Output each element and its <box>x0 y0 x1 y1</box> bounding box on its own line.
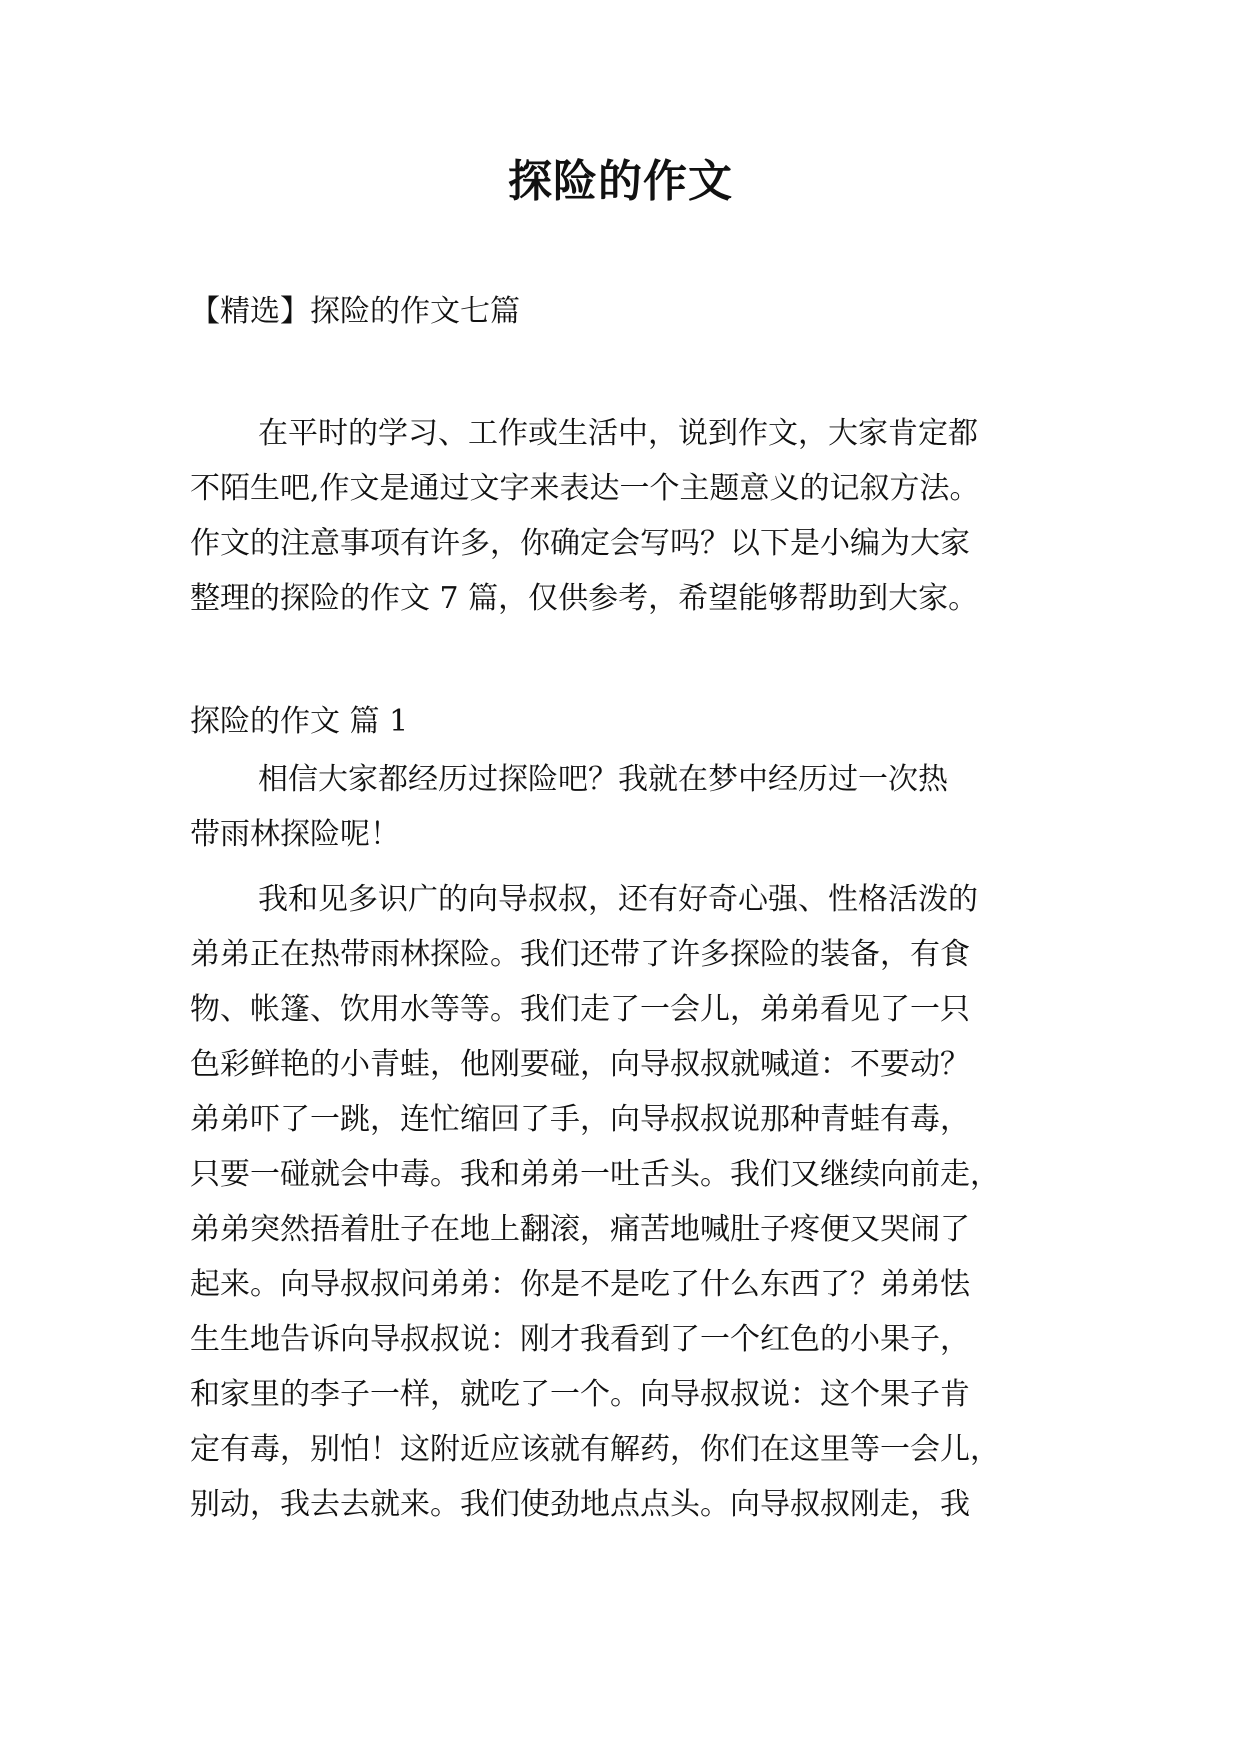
paragraph-line: 起来。向导叔叔问弟弟：你是不是吃了什么东西了？弟弟怯 <box>190 1267 970 1302</box>
paragraph-line: 我和见多识广的向导叔叔，还有好奇心强、性格活泼的 <box>258 882 978 917</box>
paragraph-line: 整理的探险的作文 7 篇，仅供参考，希望能够帮助到大家。 <box>190 581 979 616</box>
document-title: 探险的作文 <box>508 156 733 207</box>
paragraph-line: 定有毒，别怕！这附近应该就有解药，你们在这里等一会儿， <box>190 1432 1000 1467</box>
paragraph-line: 只要一碰就会中毒。我和弟弟一吐舌头。我们又继续向前走， <box>190 1157 1000 1192</box>
paragraph-line: 带雨林探险呢！ <box>190 817 400 852</box>
intro-paragraph <box>190 406 1070 626</box>
document-subtitle: 【精选】探险的作文七篇 <box>190 294 520 329</box>
paragraph-line: 别动，我去去就来。我们使劲地点点头。向导叔叔刚走，我 <box>190 1487 970 1522</box>
paragraph-line: 弟弟正在热带雨林探险。我们还带了许多探险的装备，有食 <box>190 937 970 972</box>
story-paragraph-1 <box>190 752 1070 862</box>
paragraph-line: 作文的注意事项有许多，你确定会写吗？以下是小编为大家 <box>190 526 970 561</box>
story-paragraph-2 <box>190 872 1070 1532</box>
paragraph-line: 物、帐篷、饮用水等等。我们走了一会儿，弟弟看见了一只 <box>190 992 970 1027</box>
paragraph-line: 生生地告诉向导叔叔说：刚才我看到了一个红色的小果子， <box>190 1322 970 1357</box>
section-heading: 探险的作文 篇 1 <box>190 704 409 739</box>
paragraph-line: 弟弟突然捂着肚子在地上翻滚，痛苦地喊肚子疼便又哭闹了 <box>190 1212 970 1247</box>
paragraph-line: 在平时的学习、工作或生活中，说到作文，大家肯定都 <box>258 416 978 451</box>
paragraph-line: 相信大家都经历过探险吧？我就在梦中经历过一次热 <box>258 762 948 797</box>
paragraph-line: 色彩鲜艳的小青蛙，他刚要碰，向导叔叔就喊道：不要动？ <box>190 1047 970 1082</box>
paragraph-line: 和家里的李子一样，就吃了一个。向导叔叔说：这个果子肯 <box>190 1377 970 1412</box>
paragraph-line: 不陌生吧,作文是通过文字来表达一个主题意义的记叙方法。 <box>190 471 980 506</box>
paragraph-line: 弟弟吓了一跳，连忙缩回了手，向导叔叔说那种青蛙有毒， <box>190 1102 970 1137</box>
